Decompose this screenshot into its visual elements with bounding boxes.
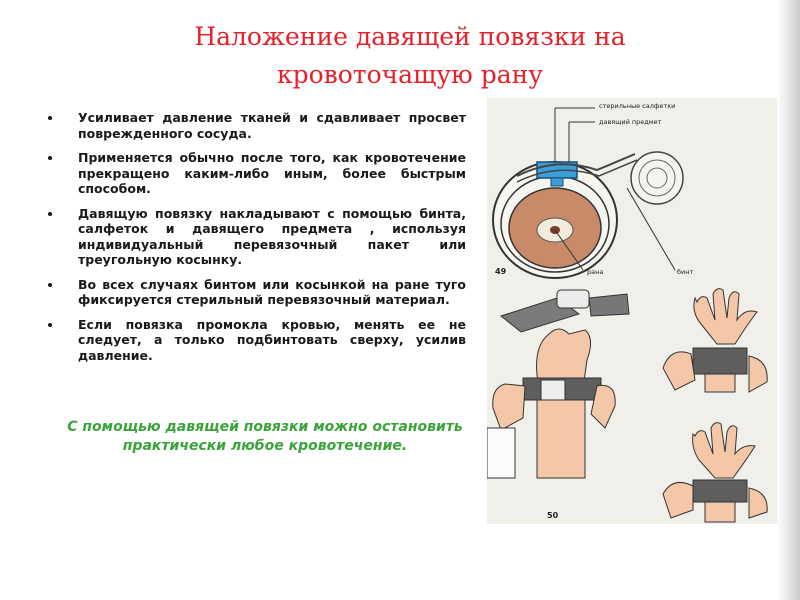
label-sterile-napkins: стерильные салфетки bbox=[599, 102, 676, 110]
label-pressing-object: давящий предмет bbox=[599, 118, 662, 126]
bullet-item bbox=[48, 150, 466, 197]
bandage-illustration bbox=[487, 98, 777, 524]
bullet-dot-icon bbox=[48, 156, 52, 160]
label-wound: рана bbox=[587, 268, 604, 276]
hand-with-bandage-left bbox=[487, 329, 615, 478]
bandage-illustration-svg bbox=[487, 98, 777, 524]
bullet-dot-icon bbox=[48, 212, 52, 216]
label-bandage: бинт bbox=[677, 268, 694, 276]
bullet-item bbox=[48, 317, 466, 364]
figure-number-50: 50 bbox=[547, 511, 559, 520]
bullet-dot-icon bbox=[48, 323, 52, 327]
bullet-text: Усиливает давление тканей и сдавливает просвет поврежденного сосуда. bbox=[78, 110, 466, 141]
bullet-list bbox=[48, 110, 466, 372]
cross-section-diagram bbox=[493, 108, 683, 278]
hand-with-bandage-right-top bbox=[663, 289, 767, 392]
bullet-dot-icon bbox=[48, 116, 52, 120]
bullet-text: Давящую повязку накладывают с помощью бинта, салфеток и давящего предмета , используя индивидуальный перевязочный пакет или треугольную косынку. bbox=[78, 205, 466, 267]
bullet-item bbox=[48, 206, 466, 268]
bullet-text: Если повязка промокла кровью, менять ее не следует, а только подбинтовать сверху, усилив давление. bbox=[78, 316, 466, 363]
slide-right-edge bbox=[776, 0, 800, 600]
bullet-text: Применяется обычно после того, как кровотечение прекращено каким-либо иным, более быстрым способом. bbox=[78, 150, 466, 196]
bullet-text: Во всех случаях бинтом или косынкой на ране туго фиксируется стерильный перевязочный материал. bbox=[78, 276, 466, 307]
figure-number-49: 49 bbox=[495, 267, 507, 276]
bullet-item bbox=[48, 110, 466, 141]
conclusion-text: С помощью давящей повязки можно остановить практически любое кровотечение. bbox=[67, 419, 463, 454]
bandage-materials-drawing bbox=[501, 290, 629, 332]
hand-with-bandage-right-bottom bbox=[663, 423, 767, 522]
bullet-dot-icon bbox=[48, 283, 52, 287]
bullet-item bbox=[48, 277, 466, 308]
slide-title: Наложение давящей повязки на кровоточащую рану bbox=[194, 22, 626, 89]
